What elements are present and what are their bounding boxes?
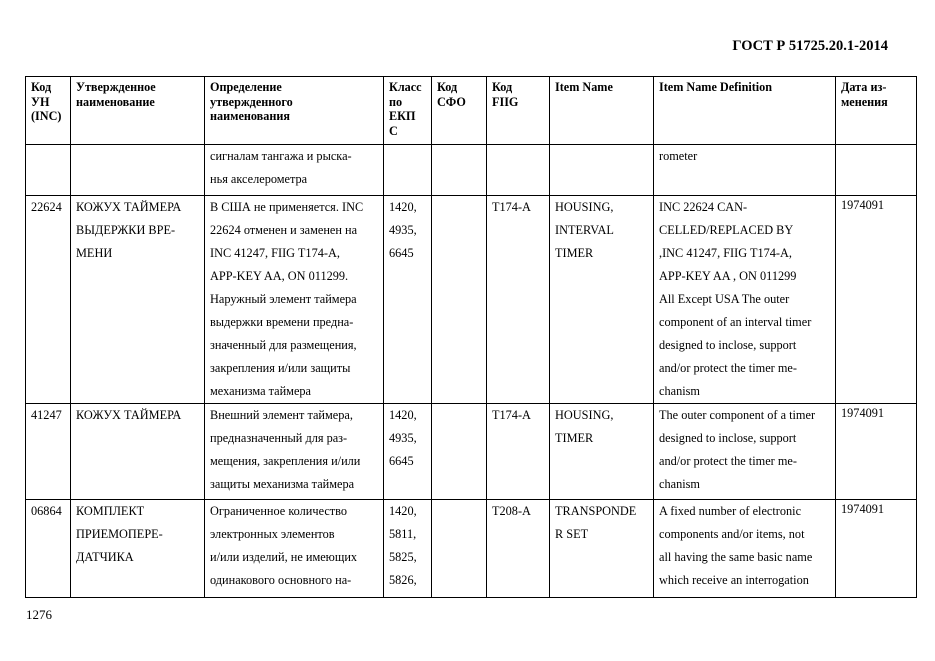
cell-fiig-line: T174-A — [492, 408, 531, 422]
header-class-line: ЕКП — [389, 109, 416, 123]
cell-item-name-line: TIMER — [555, 246, 594, 260]
cell-item-definition-line: which receive an interrogation — [659, 573, 809, 587]
cell-definition — [205, 145, 384, 196]
cell-class-line: 4935, — [389, 431, 417, 445]
header-name-line: наименование — [76, 94, 155, 109]
cell-fiig — [487, 145, 550, 196]
header-item-name-line: Item Name — [555, 80, 613, 94]
cell-item-definition-line: chanism — [659, 477, 700, 491]
cell-definition-line: выдержки времени предна- — [210, 315, 354, 329]
cell-code-line: 41247 — [31, 408, 62, 422]
cell-class-line: 5825, — [389, 550, 417, 564]
cell-definition-line: значенный для размещения, — [210, 338, 357, 352]
header-item-definition-line: Item Name Definition — [659, 80, 773, 94]
cell-item-name — [550, 404, 654, 500]
cell-fiig — [487, 196, 550, 404]
cell-item-definition — [654, 145, 836, 196]
cell-item-definition-line: components and/or items, not — [659, 527, 805, 541]
cell-name-line: КОЖУХ ТАЙМЕРА — [76, 408, 182, 422]
cell-code — [26, 196, 71, 404]
cell-date — [836, 145, 917, 196]
cell-item-name-line: INTERVAL — [555, 223, 614, 237]
cell-name — [71, 196, 205, 404]
cell-fiig-line: T208-A — [492, 504, 531, 518]
cell-item-definition-line: all having the same basic name — [659, 550, 813, 564]
table-row — [26, 145, 917, 196]
cell-definition-line: Ограниченное количество — [210, 504, 348, 518]
cell-name — [71, 500, 205, 598]
cell-name-line: МЕНИ — [76, 246, 113, 260]
cell-definition-line: электронных элементов — [210, 527, 335, 541]
header-name — [71, 77, 205, 145]
header-definition — [205, 77, 384, 145]
cell-item-name-line: HOUSING, — [555, 200, 614, 214]
cell-class-line: 1420, — [389, 504, 417, 518]
cell-item-name-line: TIMER — [555, 431, 594, 445]
header-item-name — [550, 77, 654, 145]
cell-class — [384, 196, 432, 404]
cell-class-line: 6645 — [389, 454, 414, 468]
table-header-row — [26, 77, 917, 145]
cell-definition-line: Внешний элемент таймера, — [210, 408, 353, 422]
cell-item-name — [550, 500, 654, 598]
cell-definition-line: защиты механизма таймера — [210, 477, 355, 491]
cell-class-line: 1420, — [389, 408, 417, 422]
cell-definition-line: мещения, закрепления и/или — [210, 454, 361, 468]
cell-item-definition-line: designed to inclose, support — [659, 431, 797, 445]
cell-code — [26, 145, 71, 196]
cell-name-line: ВЫДЕРЖКИ ВРЕ- — [76, 223, 176, 237]
cell-class-line: 5826, — [389, 573, 417, 587]
header-item-definition — [654, 77, 836, 145]
cell-item-definition-line: CELLED/REPLACED BY — [659, 223, 794, 237]
cell-definition-line: нья акселерометра — [210, 172, 308, 186]
cell-sfo — [432, 145, 487, 196]
header-date — [836, 77, 917, 145]
cell-fiig — [487, 404, 550, 500]
header-code-line: УН — [31, 94, 50, 109]
cell-item-name — [550, 196, 654, 404]
cell-item-definition-line: A fixed number of electronic — [659, 504, 802, 518]
cell-definition-line: 22624 отменен и заменен на — [210, 223, 358, 237]
cell-item-definition-line: ,INC 41247, FIIG T174-A, — [659, 246, 792, 260]
table-row — [26, 404, 917, 500]
cell-class-line: 1420, — [389, 200, 417, 214]
header-code — [26, 77, 71, 145]
cell-definition-line: механизма таймера — [210, 384, 312, 398]
header-sfo — [432, 77, 487, 145]
cell-definition-line: и/или изделий, не имеющих — [210, 550, 358, 564]
cell-item-definition — [654, 404, 836, 500]
cell-definition-line: APP-KEY AA, ON 011299. — [210, 269, 349, 283]
header-date-line: Дата из- — [841, 80, 887, 94]
header-code-line: Код — [31, 80, 52, 94]
header-class-line: по — [389, 94, 403, 109]
cell-item-definition — [654, 500, 836, 598]
header-name-line: Утвержденное — [76, 80, 156, 94]
cell-item-name — [550, 145, 654, 196]
cell-date-line: 1974091 — [841, 502, 885, 516]
header-class-line: Класс — [389, 80, 422, 94]
cell-item-definition-line: APP-KEY AA , ON 011299 — [659, 269, 797, 283]
cell-class — [384, 404, 432, 500]
cell-sfo — [432, 500, 487, 598]
cell-name-line: КОЖУХ ТАЙМЕРА — [76, 200, 182, 214]
cell-definition — [205, 404, 384, 500]
cell-class-line: 5811, — [389, 527, 417, 541]
header-fiig — [487, 77, 550, 145]
cell-name — [71, 145, 205, 196]
header-class — [384, 77, 432, 145]
cell-fiig-line: T174-A — [492, 200, 531, 214]
cell-date-line: 1974091 — [841, 198, 885, 212]
cell-definition — [205, 196, 384, 404]
cell-item-definition-line: INC 22624 CAN- — [659, 200, 748, 214]
cell-definition-line: одинакового основного на- — [210, 573, 352, 587]
cell-item-definition-line: The outer component of a timer — [659, 408, 816, 422]
cell-definition-line: закрепления и/или защиты — [210, 361, 351, 375]
cell-date — [836, 404, 917, 500]
cell-item-definition-line: chanism — [659, 384, 700, 398]
cell-definition — [205, 500, 384, 598]
header-sfo-line: СФО — [437, 94, 466, 109]
header-definition-line: Определение — [210, 80, 282, 94]
cell-date — [836, 500, 917, 598]
cell-item-definition-line: and/or protect the timer me- — [659, 454, 797, 468]
header-date-line: менения — [841, 94, 888, 109]
cell-definition-line: предназначенный для раз- — [210, 431, 348, 445]
cell-name-line: КОМПЛЕКТ — [76, 504, 145, 518]
cell-name — [71, 404, 205, 500]
table-row — [26, 196, 917, 404]
cell-item-name-line: TRANSPONDE — [555, 504, 637, 518]
cell-item-name-line: HOUSING, — [555, 408, 614, 422]
header-class-line: С — [389, 123, 398, 138]
cell-item-definition-line: All Except USA The outer — [659, 292, 790, 306]
cell-code — [26, 404, 71, 500]
document-standard-number: ГОСТ Р 51725.20.1-2014 — [732, 38, 888, 54]
cell-sfo — [432, 404, 487, 500]
cell-definition-line: В США не применяется. INC — [210, 200, 364, 214]
cell-fiig — [487, 500, 550, 598]
header-definition-line: утвержденного — [210, 94, 293, 109]
header-fiig-line: FIIG — [492, 94, 519, 109]
classification-table — [25, 76, 917, 598]
cell-definition-line: Наружный элемент таймера — [210, 292, 357, 306]
cell-item-name-line: R SET — [555, 527, 589, 541]
header-fiig-line: Код — [492, 80, 513, 94]
cell-class-line: 6645 — [389, 246, 414, 260]
cell-code — [26, 500, 71, 598]
cell-item-definition-line: and/or protect the timer me- — [659, 361, 797, 375]
cell-name-line: ПРИЕМОПЕРЕ- — [76, 527, 163, 541]
table-row — [26, 500, 917, 598]
cell-item-definition-line: component of an interval timer — [659, 315, 812, 329]
table-body — [26, 145, 917, 598]
cell-definition-line: сигналам тангажа и рыска- — [210, 149, 352, 163]
cell-class — [384, 145, 432, 196]
page-number: 1276 — [26, 607, 52, 622]
header-definition-line: наименования — [210, 109, 290, 123]
cell-code-line: 06864 — [31, 504, 62, 518]
header-sfo-line: Код — [437, 80, 458, 94]
cell-class — [384, 500, 432, 598]
cell-class-line: 4935, — [389, 223, 417, 237]
header-code-line: (INC) — [31, 109, 62, 123]
cell-date-line: 1974091 — [841, 406, 885, 420]
cell-item-definition-line: designed to inclose, support — [659, 338, 797, 352]
cell-date — [836, 196, 917, 404]
cell-item-definition-line: rometer — [659, 149, 698, 163]
cell-item-definition — [654, 196, 836, 404]
cell-code-line: 22624 — [31, 200, 62, 214]
cell-definition-line: INC 41247, FIIG T174-A, — [210, 246, 340, 260]
cell-sfo — [432, 196, 487, 404]
cell-name-line: ДАТЧИКА — [76, 550, 134, 564]
